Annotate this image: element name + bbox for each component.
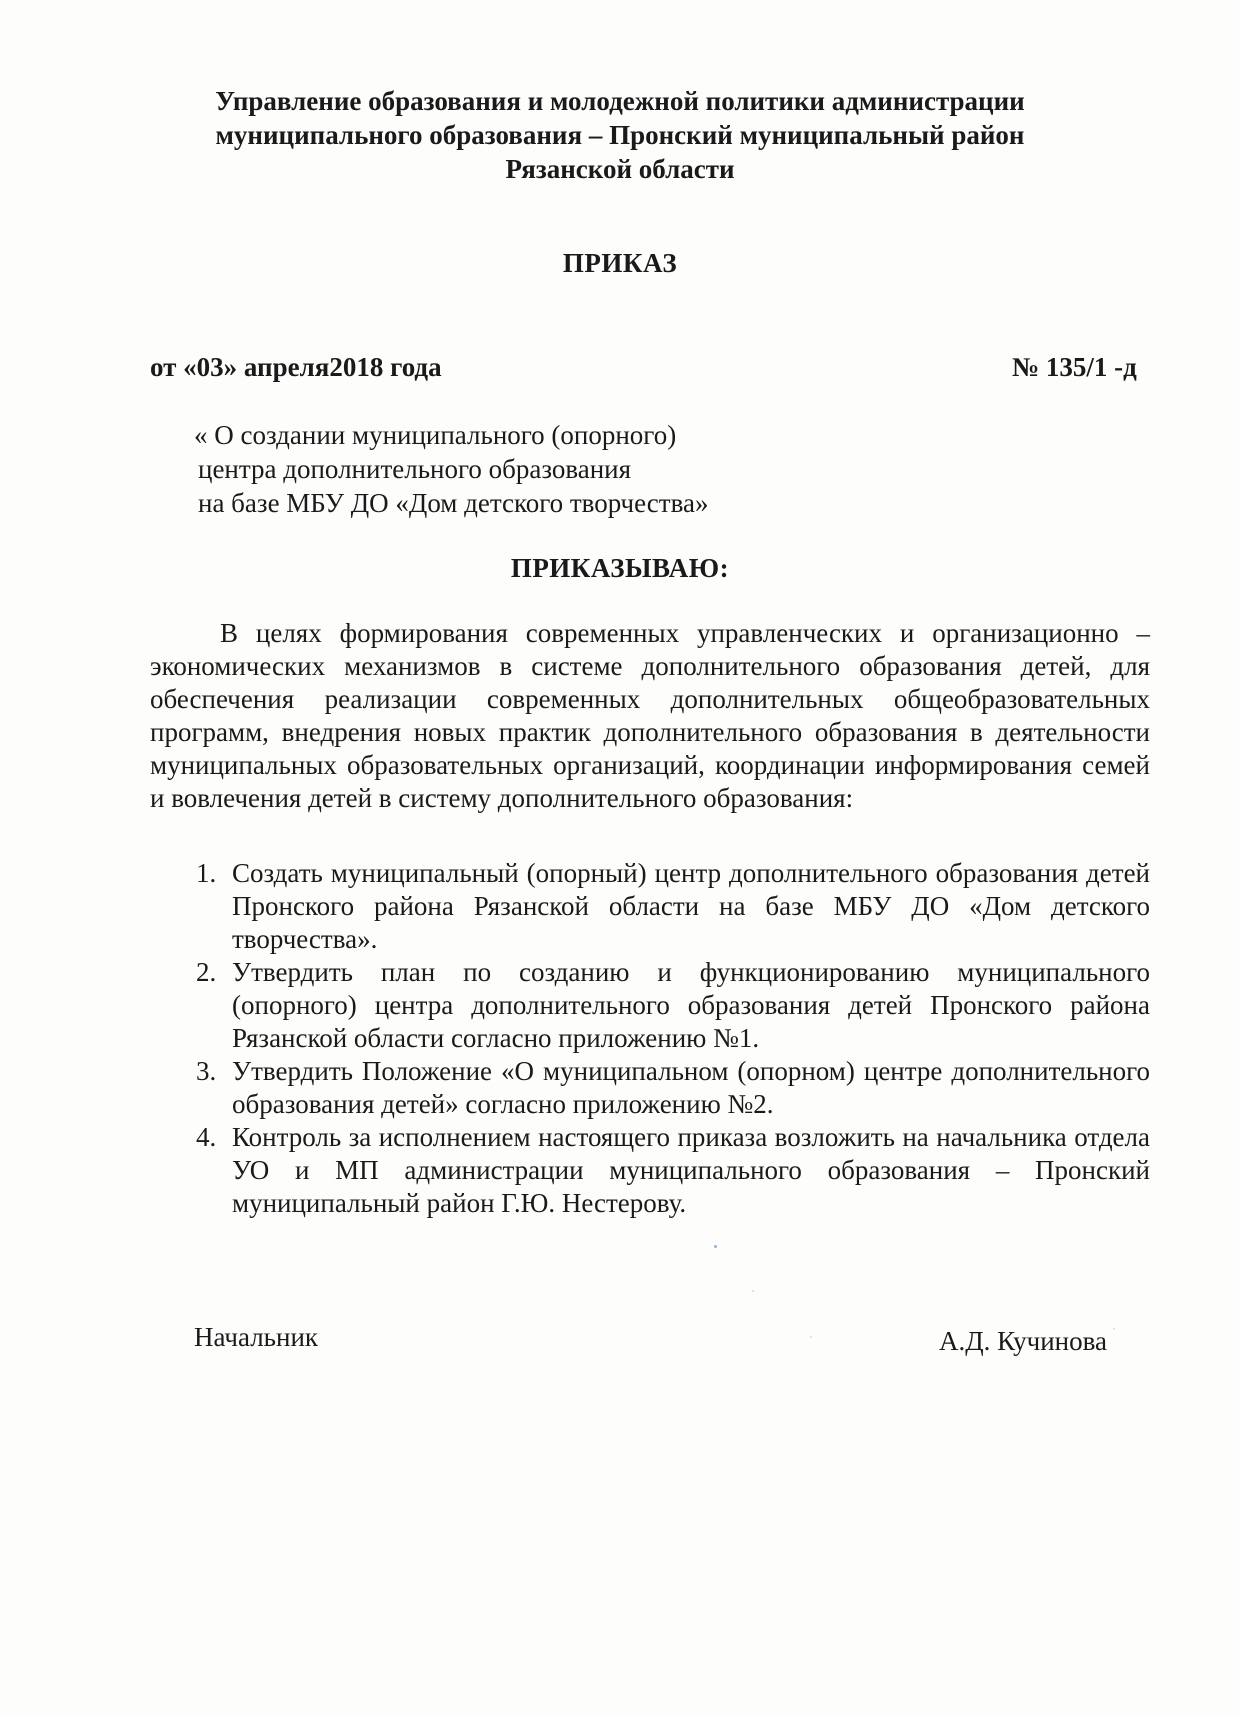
header-line-3: Рязанской области [505,154,735,184]
list-item-text: Создать муниципальный (опорный) центр дополнительного образования детей Пронского района Рязанской области на базе МБУ ДО «Дом детского творчества». [232,858,1150,954]
subject-line-1: « О создании муниципального (опорного) [194,420,677,450]
subject-line-2: центра дополнительного образования [198,454,632,484]
list-item-text: Контроль за исполнением настоящего приказа возложить на начальника отдела УО и МП администрации муниципального образования – Пронский муниципальный район Г.Ю. Нестерову. [232,1122,1150,1218]
list-item-number: 1. [196,858,217,888]
list-item [150,857,1150,956]
list-item-text: Утвердить Положение «О муниципальном (опорном) центре дополнительного образования детей» согласно приложению №2. [232,1056,1150,1119]
list-item-number: 3. [196,1056,217,1086]
scan-speck [810,1336,812,1338]
signatory-name: А.Д. Кучинова [939,1326,1107,1356]
scan-speck [714,1245,717,1248]
header-line-2: муниципального образования – Пронский муниципальный район [215,120,1025,150]
list-item [150,1055,1150,1121]
document-title: ПРИКАЗ [562,248,678,278]
scan-speck [1113,1328,1115,1330]
header-line-1: Управление образования и молодежной политики администрации [215,86,1025,116]
list-item-text: Утвердить план по созданию и функционированию муниципального (опорного) центра дополнительного образования детей Пронского района Рязанской области согласно приложению №1. [232,957,1150,1053]
order-items-list [150,857,1150,1220]
list-item-number: 4. [196,1122,217,1152]
subject-line-3: на базе МБУ ДО «Дом детского творчества» [198,488,709,518]
list-item [150,956,1150,1055]
list-item-number: 2. [196,957,217,987]
order-subject [194,418,708,520]
list-item [150,1121,1150,1220]
order-number: № 135/1 -д [1012,352,1137,382]
scan-speck [752,1290,754,1292]
decree-heading: ПРИКАЗЫВАЮ: [510,553,730,583]
preamble-paragraph: В целях формирования современных управленческих и организационно – экономических механизмов в системе дополнительного образования детей, для обеспечения реализации современных дополнительных общеобразовательных программ, внедрения новых практик дополнительного образования в деятельности муниципальных образовательных организаций, координации информирования семей и вовлечения детей в систему дополнительного образования: [150,618,1150,813]
order-date: от «03» апреля2018 года [150,352,442,382]
organization-header [150,84,1090,186]
signatory-position: Начальник [194,1322,319,1352]
